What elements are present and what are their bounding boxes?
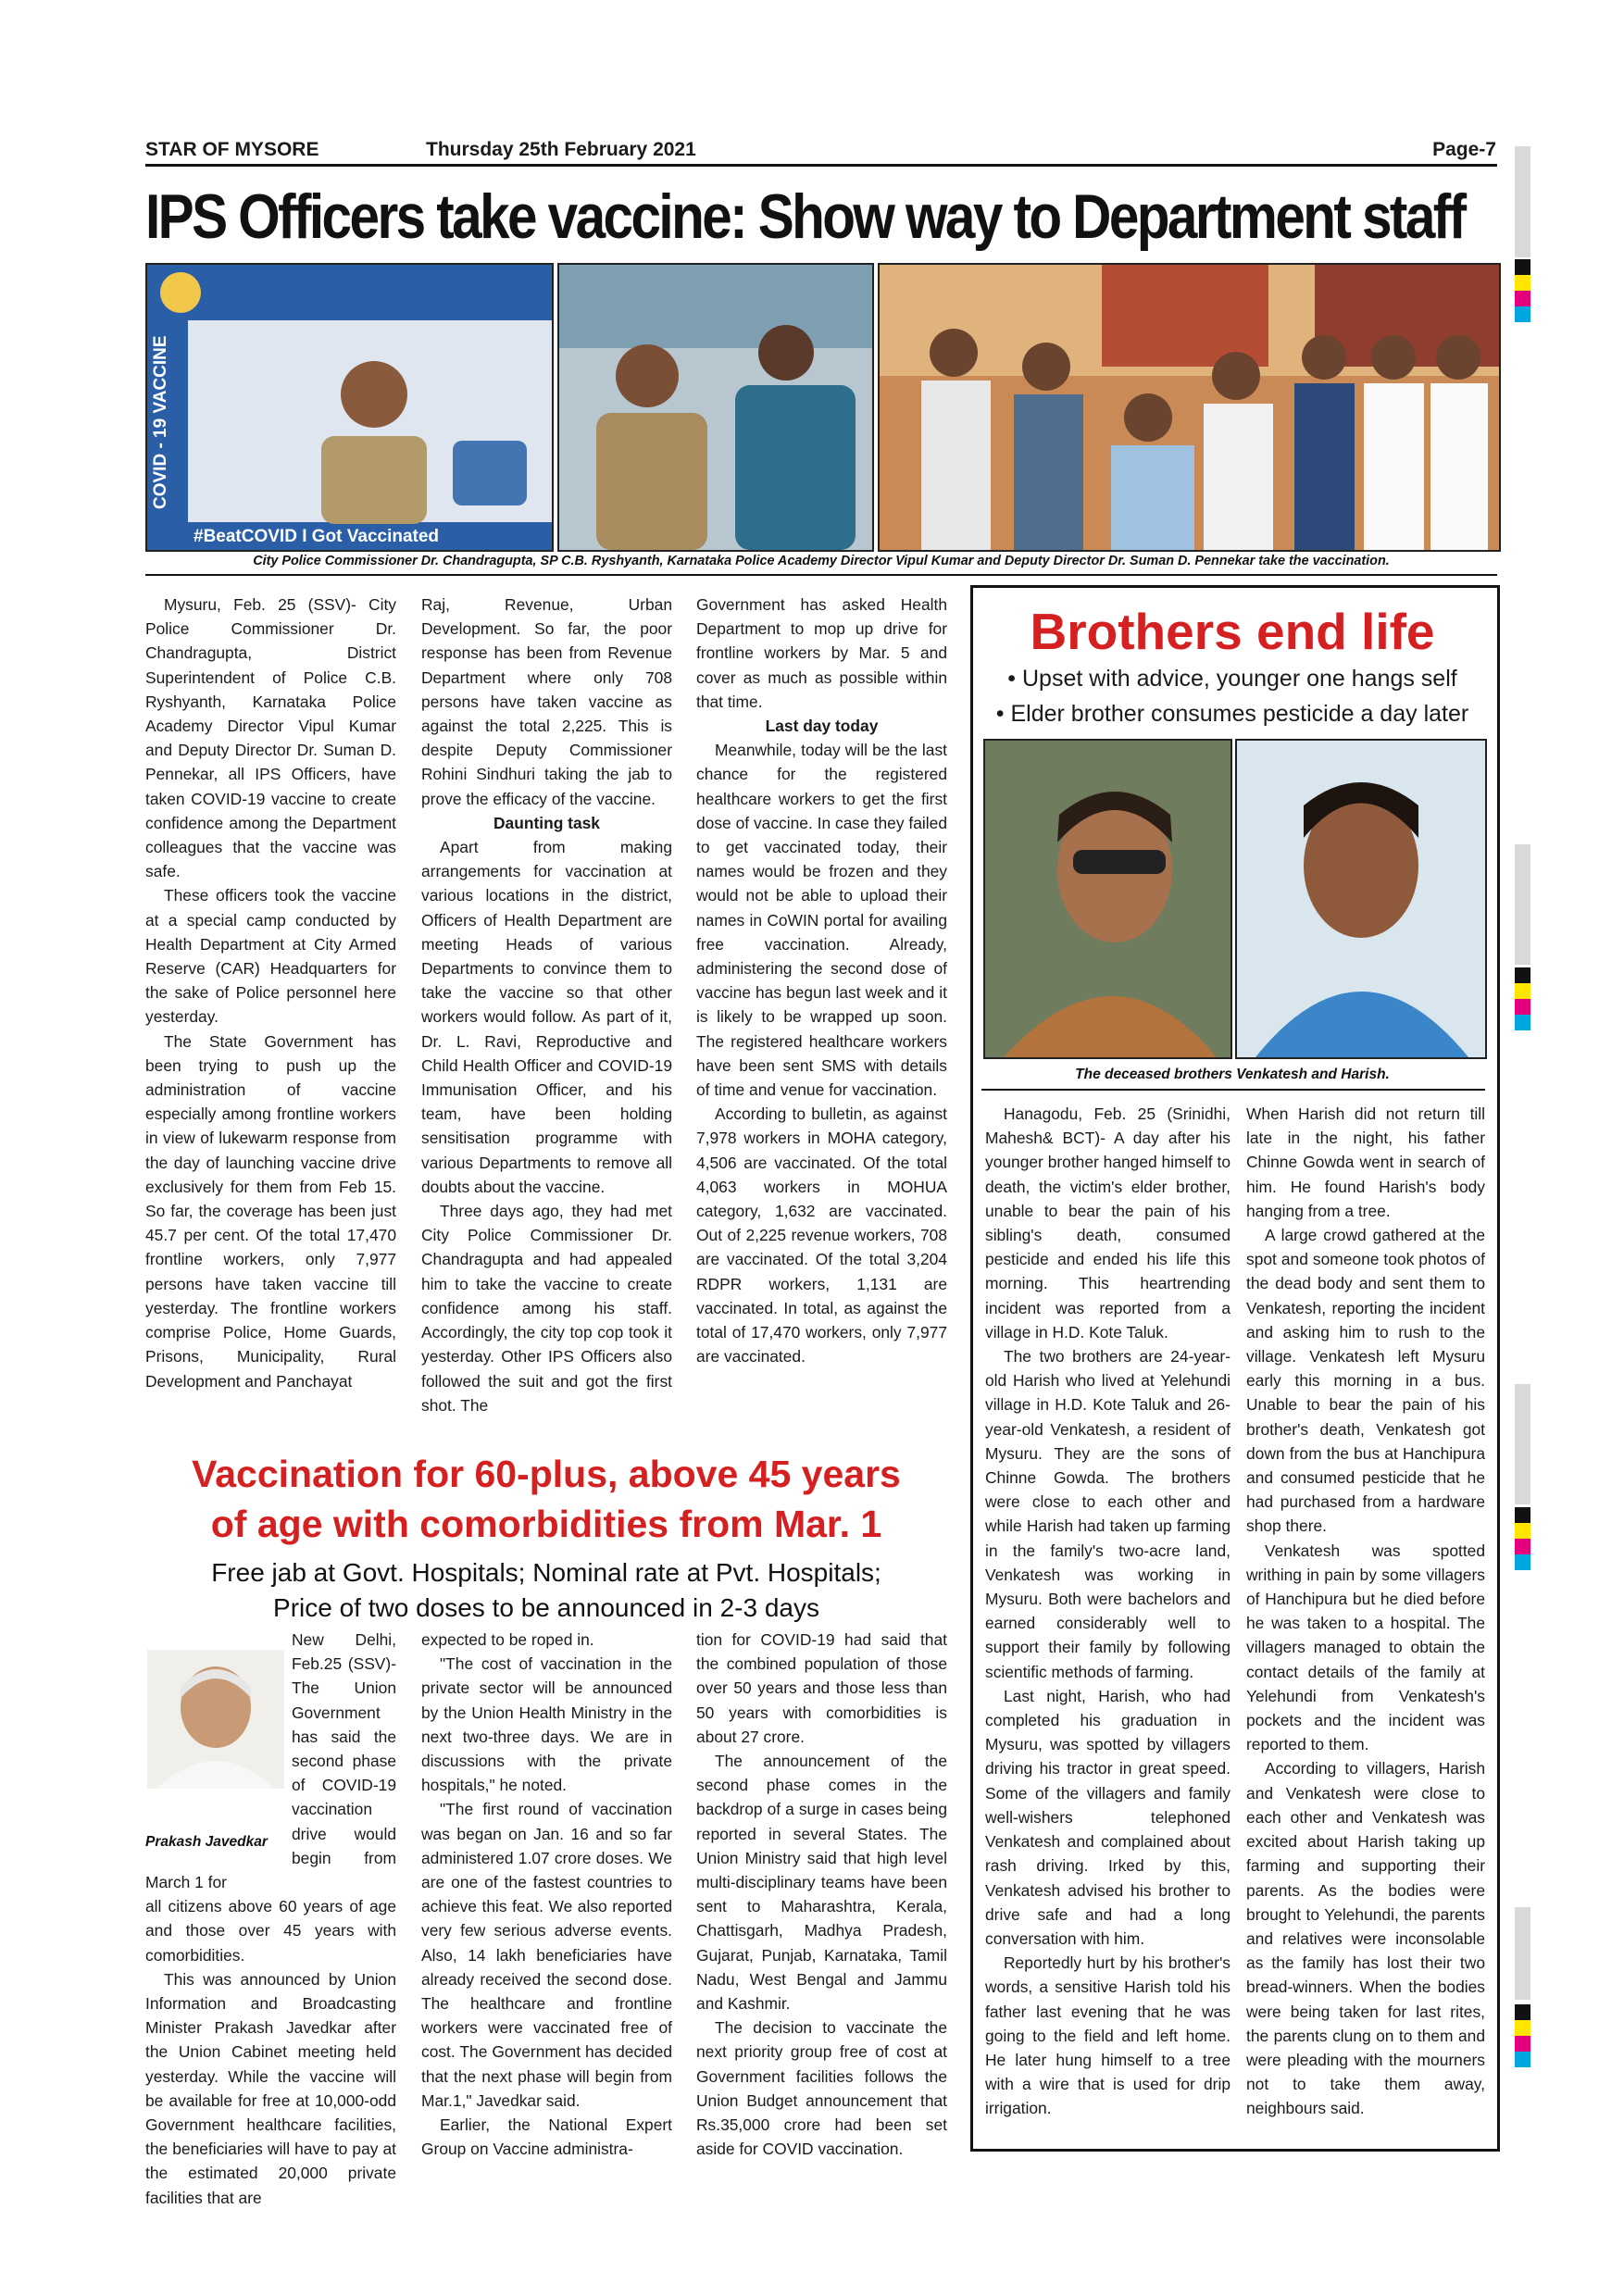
- ips-col3-para: Government has asked Health Department to mop up drive for frontline workers by Mar. 5 and cover as much as possible within that time.: [696, 595, 947, 711]
- vaccination-col3-para: The announcement of the second phase comes in the backdrop of a surge in cases being reported in several States. The Union Ministry said that high level multi-disciplinary teams have been sent to Maharashtra, Kerala, Chattisgarh, Madhya Pradesh, Gujarat, Punjab, Karnataka, Tamil Nadu, West Bengal and Jammu and Kashmir.: [696, 1752, 947, 2014]
- print-margin-bar: [1515, 1907, 1530, 2000]
- reg-black: [1515, 2004, 1530, 2020]
- ips-story-col3: [696, 593, 947, 1369]
- issue-date: Thursday 25th February 2021: [426, 139, 696, 160]
- ips-col3-para: Meanwhile, today will be the last chance for the registered healthcare workers to get the first dose of vaccine. In case they failed to get vaccinated today, their names would be frozen and they would not be able to upload their names in CoWIN portal for availing free vaccination. Already, administering the second dose of vaccine has begun last week and it is likely to be wrapped up soon. The registered healthcare workers have been sent SMS with details of time and venue for vaccination.: [696, 741, 947, 1100]
- registration-marks: [1515, 259, 1530, 322]
- ips-subhead-daunting: Daunting task: [493, 813, 600, 832]
- brothers-col2-para: According to villagers, Harish and Venkatesh were close to each other and Venkatesh was excited about Harish taking up farming and supporting their parents. As the bodies were brought to Yelehundi, the parents and relatives were inconsolable as the family has lost their two bread-winners. When the bodies were being taken for last rites, the parents clung on to them and were pleading with the mourners not to take them away, neighbours said.: [1246, 1759, 1485, 2118]
- vaccination-headline-line2: of age with comorbidities from Mar. 1: [210, 1503, 882, 1545]
- poster-banner-text: COVID - 19 VACCINE: [151, 335, 170, 509]
- brothers-bullets: [974, 661, 1491, 731]
- vaccination-col1-intro: New Delhi, Feb.25 (SSV)-The Union Government has said the second phase of COVID-19 vaccination drive would begin from March 1 for: [145, 1630, 396, 1892]
- vaccination-col2-para: "The cost of vaccination in the private sector will be announced by the Union Health Ministry in the next two-three days. We are in discussions with the private hospitals," he noted.: [421, 1654, 672, 1795]
- ips-col2-para: Three days ago, they had met City Police Commissioner Dr. Chandragupta and had appealed him to take the vaccine to create confidence among his staff. Accordingly, the city top cop took it yesterday. Other IPS Officers also followed the suit and got the first shot. The: [421, 1202, 672, 1415]
- reg-magenta: [1515, 1539, 1530, 1554]
- vaccination-subhead-line1: Free jab at Govt. Hospitals; Nominal rate at Pvt. Hospitals;: [211, 1558, 881, 1587]
- header-rule: [145, 164, 1497, 167]
- javedkar-photo-block: [145, 1629, 284, 1852]
- photo-sp-vaccination: [557, 263, 874, 552]
- vaccination-subhead: [139, 1555, 954, 1626]
- photo-venkatesh: [983, 739, 1232, 1059]
- main-headline: IPS Officers take vaccine: Show way to Department staff: [145, 181, 1465, 252]
- brothers-photo-caption: The deceased brothers Venkatesh and Harish.: [1075, 1067, 1390, 1082]
- reg-cyan: [1515, 2052, 1530, 2067]
- sp-vaccination-illustration: [559, 265, 872, 550]
- reg-black: [1515, 967, 1530, 983]
- brothers-headline: Brothers end life: [1030, 603, 1435, 660]
- brothers-col1-para: The two brothers are 24-year-old Harish who lived at Yelehundi village in H.D. Kote Taluk and 26-year-old Venkatesh, a resident of Mysuru. They are the sons of Chinne Gowda. The brothers were close to each other and while Harish had taken up farming in the family's two-acre land, Venkatesh was working in Mysuru. Both were bachelors and earned considerably well to support their family by following scientific methods of farming.: [985, 1347, 1230, 1681]
- print-margin-bar: [1515, 146, 1530, 257]
- vaccination-col2-para: "The first round of vaccination was began on Jan. 16 and so far administered 1.07 crore doses. We are one of the fastest countries to achieve this feat. We also reported very few serious adverse events. Also, 14 lakh beneficiaries have already received the second dose. The healthcare and frontline workers were vaccinated free of cost. The Government has decided that the next phase will begin from Mar.1," Javedkar said.: [421, 1800, 672, 2110]
- reg-yellow: [1515, 275, 1530, 291]
- photo-harish: [1235, 739, 1487, 1059]
- vaccination-col2-para: expected to be roped in.: [421, 1630, 594, 1649]
- brothers-col2-para: When Harish did not return till late in the night, his father Chinne Gowda went in search of him. He found Harish's body hanging from a tree.: [1246, 1104, 1485, 1220]
- reg-cyan: [1515, 306, 1530, 322]
- vaccination-headline-line1: Vaccination for 60-plus, above 45 years: [192, 1453, 901, 1495]
- reg-yellow: [1515, 983, 1530, 999]
- reg-magenta: [1515, 2036, 1530, 2052]
- harish-portrait: [1237, 741, 1485, 1057]
- vaccination-col1-para: all citizens above 60 years of age and those over 45 years with comorbidities.: [145, 1897, 396, 1965]
- ips-story-col2: [421, 593, 672, 1417]
- registration-marks: [1515, 1507, 1530, 1570]
- print-margin-bar: [1515, 1384, 1530, 1504]
- vaccination-col1-para: This was announced by Union Information and Broadcasting Minister Prakash Javedkar after the Union Cabinet meeting held yesterday. While the vaccine will be available for free at 10,000-odd Government healthcare facilities, the beneficiaries will have to pay at the estimated 20,000 private facilities that are: [145, 1969, 396, 2207]
- vaccination-col2: [421, 1628, 672, 2161]
- page-number: Page-7: [1432, 139, 1496, 160]
- reg-black: [1515, 1507, 1530, 1523]
- brothers-col1-para: Reportedly hurt by his brother's words, a sensitive Harish told his father last evening that he was going to the field and left home. He later hung himself to a tree with a wire that is used for drip irrigation.: [985, 1953, 1230, 2118]
- vaccination-col2-para: Earlier, the National Expert Group on Vaccine administra-: [421, 2115, 672, 2159]
- ips-col2-para: Apart from making arrangements for vaccination at various locations in the district, Officers of Health Department are meeting Heads of various Departments to convince them to take the vaccine so that other workers would follow. As part of it, Dr. L. Ravi, Reproductive and Child Health Officer and COVID-19 Immunisation Officer, and his team, have been holding sensitisation programme with various Departments to remove all doubts about the vaccine.: [421, 838, 672, 1196]
- brothers-bullet: • Elder brother consumes pesticide a day later: [995, 701, 1469, 727]
- photo-group-vaccination: [878, 263, 1501, 552]
- vaccination-subhead-line2: Price of two doses to be announced in 2-3 days: [273, 1593, 819, 1622]
- ips-col1-para: The State Government has been trying to push up the administration of vaccine especially among frontline workers in view of lukewarm response from the day of launching vaccine drive exclusively for them from Feb 15. So far, the coverage has been just 45.7 per cent. Of the total 17,470 frontline workers, only 7,977 persons have taken vaccine till yesterday. The frontline workers comprise Police, Home Guards, Prisons, Municipality, Rural Development and Panchayat: [145, 1031, 396, 1391]
- caption-rule: [145, 574, 1497, 576]
- vaccination-col3: [696, 1628, 947, 2161]
- brothers-col1: [985, 1102, 1230, 2121]
- reg-magenta: [1515, 999, 1530, 1015]
- ips-col1-para: Mysuru, Feb. 25 (SSV)- City Police Commissioner Dr. Chandragupta, District Superintendent of Police C.B. Ryshyanth, Karnataka Police Academy Director Vipul Kumar and Deputy Director Dr. Suman D. Pennekar, all IPS Officers, have taken COVID-19 vaccine to create confidence among the Department colleagues that the vaccine was safe.: [145, 595, 396, 881]
- reg-magenta: [1515, 291, 1530, 306]
- poster-tag-text: #BeatCOVID I Got Vaccinated: [194, 527, 440, 546]
- newspaper-name: STAR OF MYSORE: [145, 139, 319, 160]
- reg-cyan: [1515, 1554, 1530, 1570]
- venkatesh-portrait: [985, 741, 1230, 1057]
- vaccination-col3-para: tion for COVID-19 had said that the combined population of those over 50 years and those less than 50 years with comorbidities is about 27 crore.: [696, 1630, 947, 1746]
- brothers-col2: [1246, 1102, 1485, 2121]
- javedkar-portrait: [147, 1650, 284, 1789]
- print-margin-bar: [1515, 844, 1530, 965]
- registration-marks: [1515, 967, 1530, 1030]
- reg-black: [1515, 259, 1530, 275]
- photo-strip-caption: City Police Commissioner Dr. Chandragupta, SP C.B. Ryshyanth, Karnataka Police Academy Director Vipul Kumar and Deputy Director Dr. Suman D. Pennekar take the vaccination.: [253, 554, 1390, 568]
- vaccination-col1: [145, 1628, 396, 2210]
- ips-col2-para: Raj, Revenue, Urban Development. So far, the poor response has been from Revenue Department where only 708 persons have taken vaccine as against the total 2,225. This is despite Deputy Commissioner Rohini Sindhuri taking the jab to prove the efficacy of the vaccine.: [421, 595, 672, 808]
- vaccination-col3-para: The decision to vaccinate the next priority group free of cost at Government facilities follows the Union Budget announcement that Rs.35,000 crore had been set aside for COVID vaccination.: [696, 2018, 947, 2159]
- javedkar-caption: Prakash Javedkar: [145, 1834, 268, 1850]
- reg-yellow: [1515, 2020, 1530, 2036]
- ips-subhead-last-day: Last day today: [765, 717, 879, 736]
- reg-cyan: [1515, 1015, 1530, 1030]
- brothers-caption-rule: [981, 1089, 1485, 1091]
- photo-commissioner: [145, 263, 554, 552]
- brothers-col1-para: Last night, Harish, who had completed his graduation in Mysuru, was spotted by villagers driving his tractor in great speed. Some of the villagers and family well-wishers telephoned Venkatesh and complained about rash driving. Irked by this, Venkatesh advised his brother to drive safe and had a long conversation with him.: [985, 1686, 1230, 1948]
- brothers-col2-para: Venkatesh was spotted writhing in pain by some villagers of Hanchipura but he died before he was taken to a hospital. The villagers managed to obtain the contact details of the family at Yelehundi from Venkatesh's pockets and the incident was reported to them.: [1246, 1541, 1485, 1754]
- commissioner-illustration: [147, 265, 552, 550]
- group-vaccination-illustration: [880, 265, 1499, 550]
- brothers-col2-para: A large crowd gathered at the spot and someone took photos of the dead body and sent them to Venkatesh, reporting the incident and asking him to rush to the village. Venkatesh left Mysuru early this morning in a bus. Unable to bear the pain of his brother's death, Venkatesh got down from the bus at Hanchipura and consumed pesticide that he had purchased from a hardware shop there.: [1246, 1226, 1485, 1536]
- brothers-col1-para: Hanagodu, Feb. 25 (Srinidhi, Mahesh& BCT)- A day after his younger brother hanged himself to death, the victim's elder brother, unable to bear the pain of his sibling's death, consumed pesticide and ended his life this morning. This heartrending incident was reported from a village in H.D. Kote Taluk.: [985, 1104, 1230, 1341]
- brothers-bullet: • Upset with advice, younger one hangs self: [1007, 666, 1457, 692]
- ips-col1-para: These officers took the vaccine at a special camp conducted by Health Department at City Armed Reserve (CAR) Headquarters for the sake of Police personnel here yesterday.: [145, 886, 396, 1027]
- ips-story-col1: [145, 593, 396, 1393]
- reg-yellow: [1515, 1523, 1530, 1539]
- registration-marks: [1515, 2004, 1530, 2067]
- vaccination-headline: [139, 1449, 954, 1549]
- ips-col3-para: According to bulletin, as against 7,978 workers in MOHA category, 4,506 are vaccinated. Of the total 4,063 workers in MOHUA category, 1,632 are vaccinated. Out of 2,225 revenue workers, 708 are vaccinated. Of the total 3,204 RDPR workers, 1,131 are vaccinated. In total, as against the total of 17,470 workers, only 7,977 are vaccinated.: [696, 1104, 947, 1366]
